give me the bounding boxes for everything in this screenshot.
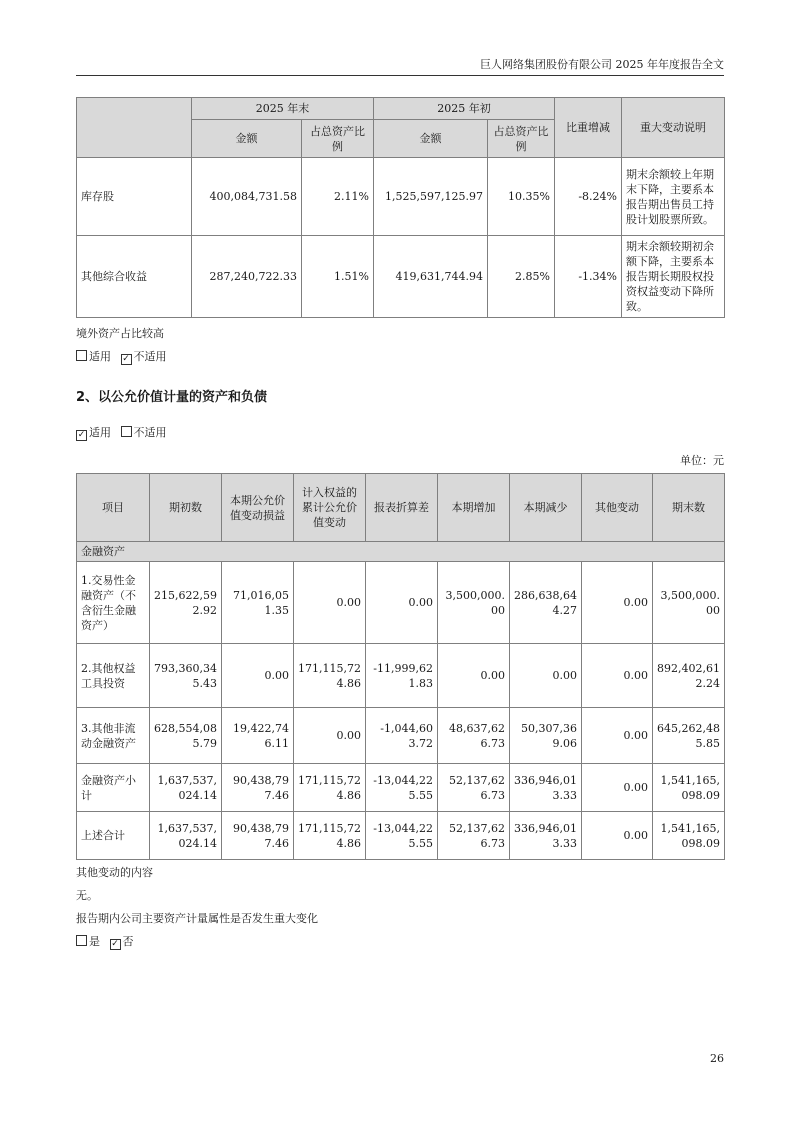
- col-header: 本期公允价值变动损益: [222, 474, 294, 542]
- sub-header-end-ratio: 占总资产比例: [302, 120, 374, 158]
- table-row: [77, 236, 725, 318]
- col-header: 项目: [77, 474, 150, 542]
- col-change-header: 比重增减: [555, 98, 622, 158]
- col-note-header: 重大变动说明: [622, 98, 725, 158]
- period-increase: 52,137,626.73: [438, 764, 510, 812]
- overseas-options: [76, 350, 167, 365]
- fv-change: 0.00: [222, 644, 294, 708]
- translation-diff: -13,044,225.55: [366, 812, 438, 860]
- table-row: [77, 644, 725, 708]
- period-decrease: 286,638,644.27: [510, 562, 582, 644]
- row-name: 3.其他非流动金融资产: [77, 708, 150, 764]
- checkbox-not-applicable[interactable]: [121, 426, 132, 437]
- opening-value: 215,622,592.92: [150, 562, 222, 644]
- translation-diff: 0.00: [366, 562, 438, 644]
- period-increase: 48,637,626.73: [438, 708, 510, 764]
- table-row: [77, 764, 725, 812]
- translation-diff: -11,999,621.83: [366, 644, 438, 708]
- opening-value: 793,360,345.43: [150, 644, 222, 708]
- row-name: 库存股: [77, 158, 192, 236]
- period-decrease: 0.00: [510, 644, 582, 708]
- section-heading: 2、以公允价值计量的资产和负债: [76, 390, 268, 405]
- ratio-change: -1.34%: [555, 236, 622, 318]
- unit-label: 单位：元: [680, 454, 724, 467]
- table-row: [77, 708, 725, 764]
- other-change: 0.00: [582, 812, 653, 860]
- end-amount: 400,084,731.58: [192, 158, 302, 236]
- measurement-options: [76, 935, 134, 950]
- page-header: 巨人网络集团股份有限公司 2025 年年度报告全文: [76, 58, 724, 76]
- begin-amount: 1,525,597,125.97: [374, 158, 488, 236]
- period-increase: 52,137,626.73: [438, 812, 510, 860]
- option-label: 适用: [89, 426, 111, 439]
- row-name: 2.其他权益工具投资: [77, 644, 150, 708]
- corner-cell: [77, 98, 192, 158]
- checkbox-no[interactable]: ✓: [111, 939, 119, 949]
- fv-change: 90,438,797.46: [222, 764, 294, 812]
- closing-value: 645,262,485.85: [653, 708, 725, 764]
- other-change-content: 无。: [76, 889, 98, 902]
- closing-value: 1,541,165,098.09: [653, 764, 725, 812]
- row-name: 其他综合收益: [77, 236, 192, 318]
- group-header-begin: 2025 年初: [374, 98, 555, 120]
- table-row: [77, 158, 725, 236]
- end-amount: 287,240,722.33: [192, 236, 302, 318]
- section2-options: [76, 426, 167, 441]
- option-label: 不适用: [133, 350, 167, 363]
- translation-diff: -1,044,603.72: [366, 708, 438, 764]
- fv-change: 71,016,051.35: [222, 562, 294, 644]
- page-number: 26: [710, 1052, 724, 1065]
- other-change: 0.00: [582, 764, 653, 812]
- table-row: [77, 812, 725, 860]
- period-decrease: 336,946,013.33: [510, 812, 582, 860]
- equity-fv-change: 171,115,724.86: [294, 812, 366, 860]
- col-header: 期末数: [653, 474, 725, 542]
- col-header: 其他变动: [582, 474, 653, 542]
- end-ratio: 2.11%: [302, 158, 374, 236]
- closing-value: 1,541,165,098.09: [653, 812, 725, 860]
- sub-header-begin-ratio: 占总资产比例: [488, 120, 555, 158]
- period-increase: 0.00: [438, 644, 510, 708]
- opening-value: 628,554,085.79: [150, 708, 222, 764]
- begin-amount: 419,631,744.94: [374, 236, 488, 318]
- checkbox-applicable[interactable]: ✓: [77, 430, 86, 440]
- fair-value-table: [76, 473, 725, 860]
- col-header: 期初数: [150, 474, 222, 542]
- opening-value: 1,637,537,024.14: [150, 812, 222, 860]
- closing-value: 892,402,612.24: [653, 644, 725, 708]
- equity-fv-change: 0.00: [294, 708, 366, 764]
- opening-value: 1,637,537,024.14: [150, 764, 222, 812]
- table-row: [77, 562, 725, 644]
- row-name: 上述合计: [77, 812, 150, 860]
- period-increase: 3,500,000.00: [438, 562, 510, 644]
- begin-ratio: 2.85%: [488, 236, 555, 318]
- option-label: 适用: [89, 350, 111, 363]
- end-ratio: 1.51%: [302, 236, 374, 318]
- equity-fv-change: 171,115,724.86: [294, 764, 366, 812]
- other-change: 0.00: [582, 644, 653, 708]
- closing-value: 3,500,000.00: [653, 562, 725, 644]
- fv-change: 90,438,797.46: [222, 812, 294, 860]
- equity-fv-change: 0.00: [294, 562, 366, 644]
- change-note: 期末余额较上年期末下降，主要系本报告期出售员工持股计划股票所致。: [622, 158, 725, 236]
- ratio-change: -8.24%: [555, 158, 622, 236]
- checkbox-yes[interactable]: [76, 935, 87, 946]
- row-name: 金融资产小计: [77, 764, 150, 812]
- checkbox-not-applicable[interactable]: ✓: [122, 354, 130, 364]
- checkbox-applicable[interactable]: [76, 350, 87, 361]
- overseas-title: 境外资产占比较高: [76, 327, 164, 340]
- option-label: 不适用: [133, 426, 167, 439]
- equity-fv-change: 171,115,724.86: [294, 644, 366, 708]
- fv-change: 19,422,746.11: [222, 708, 294, 764]
- begin-ratio: 10.35%: [488, 158, 555, 236]
- change-note: 期末余额较期初余额下降，主要系本报告期长期股权投资权益变动下降所致。: [622, 236, 725, 318]
- asset-change-table: [76, 97, 725, 318]
- sub-header-end-amount: 金额: [192, 120, 302, 158]
- period-decrease: 336,946,013.33: [510, 764, 582, 812]
- measurement-title: 报告期内公司主要资产计量属性是否发生重大变化: [76, 912, 318, 925]
- sub-header-begin-amount: 金额: [374, 120, 488, 158]
- col-header: 本期增加: [438, 474, 510, 542]
- other-change-title: 其他变动的内容: [76, 866, 153, 879]
- option-label: 是: [89, 935, 100, 948]
- group-header-end: 2025 年末: [192, 98, 374, 120]
- row-name: 1.交易性金融资产（不含衍生金融资产）: [77, 562, 150, 644]
- other-change: 0.00: [582, 562, 653, 644]
- option-label: 否: [122, 935, 134, 948]
- col-header: 本期减少: [510, 474, 582, 542]
- period-decrease: 50,307,369.06: [510, 708, 582, 764]
- other-change: 0.00: [582, 708, 653, 764]
- col-header: 报表折算差: [366, 474, 438, 542]
- col-header: 计入权益的累计公允价值变动: [294, 474, 366, 542]
- translation-diff: -13,044,225.55: [366, 764, 438, 812]
- section-label: 金融资产: [77, 542, 725, 562]
